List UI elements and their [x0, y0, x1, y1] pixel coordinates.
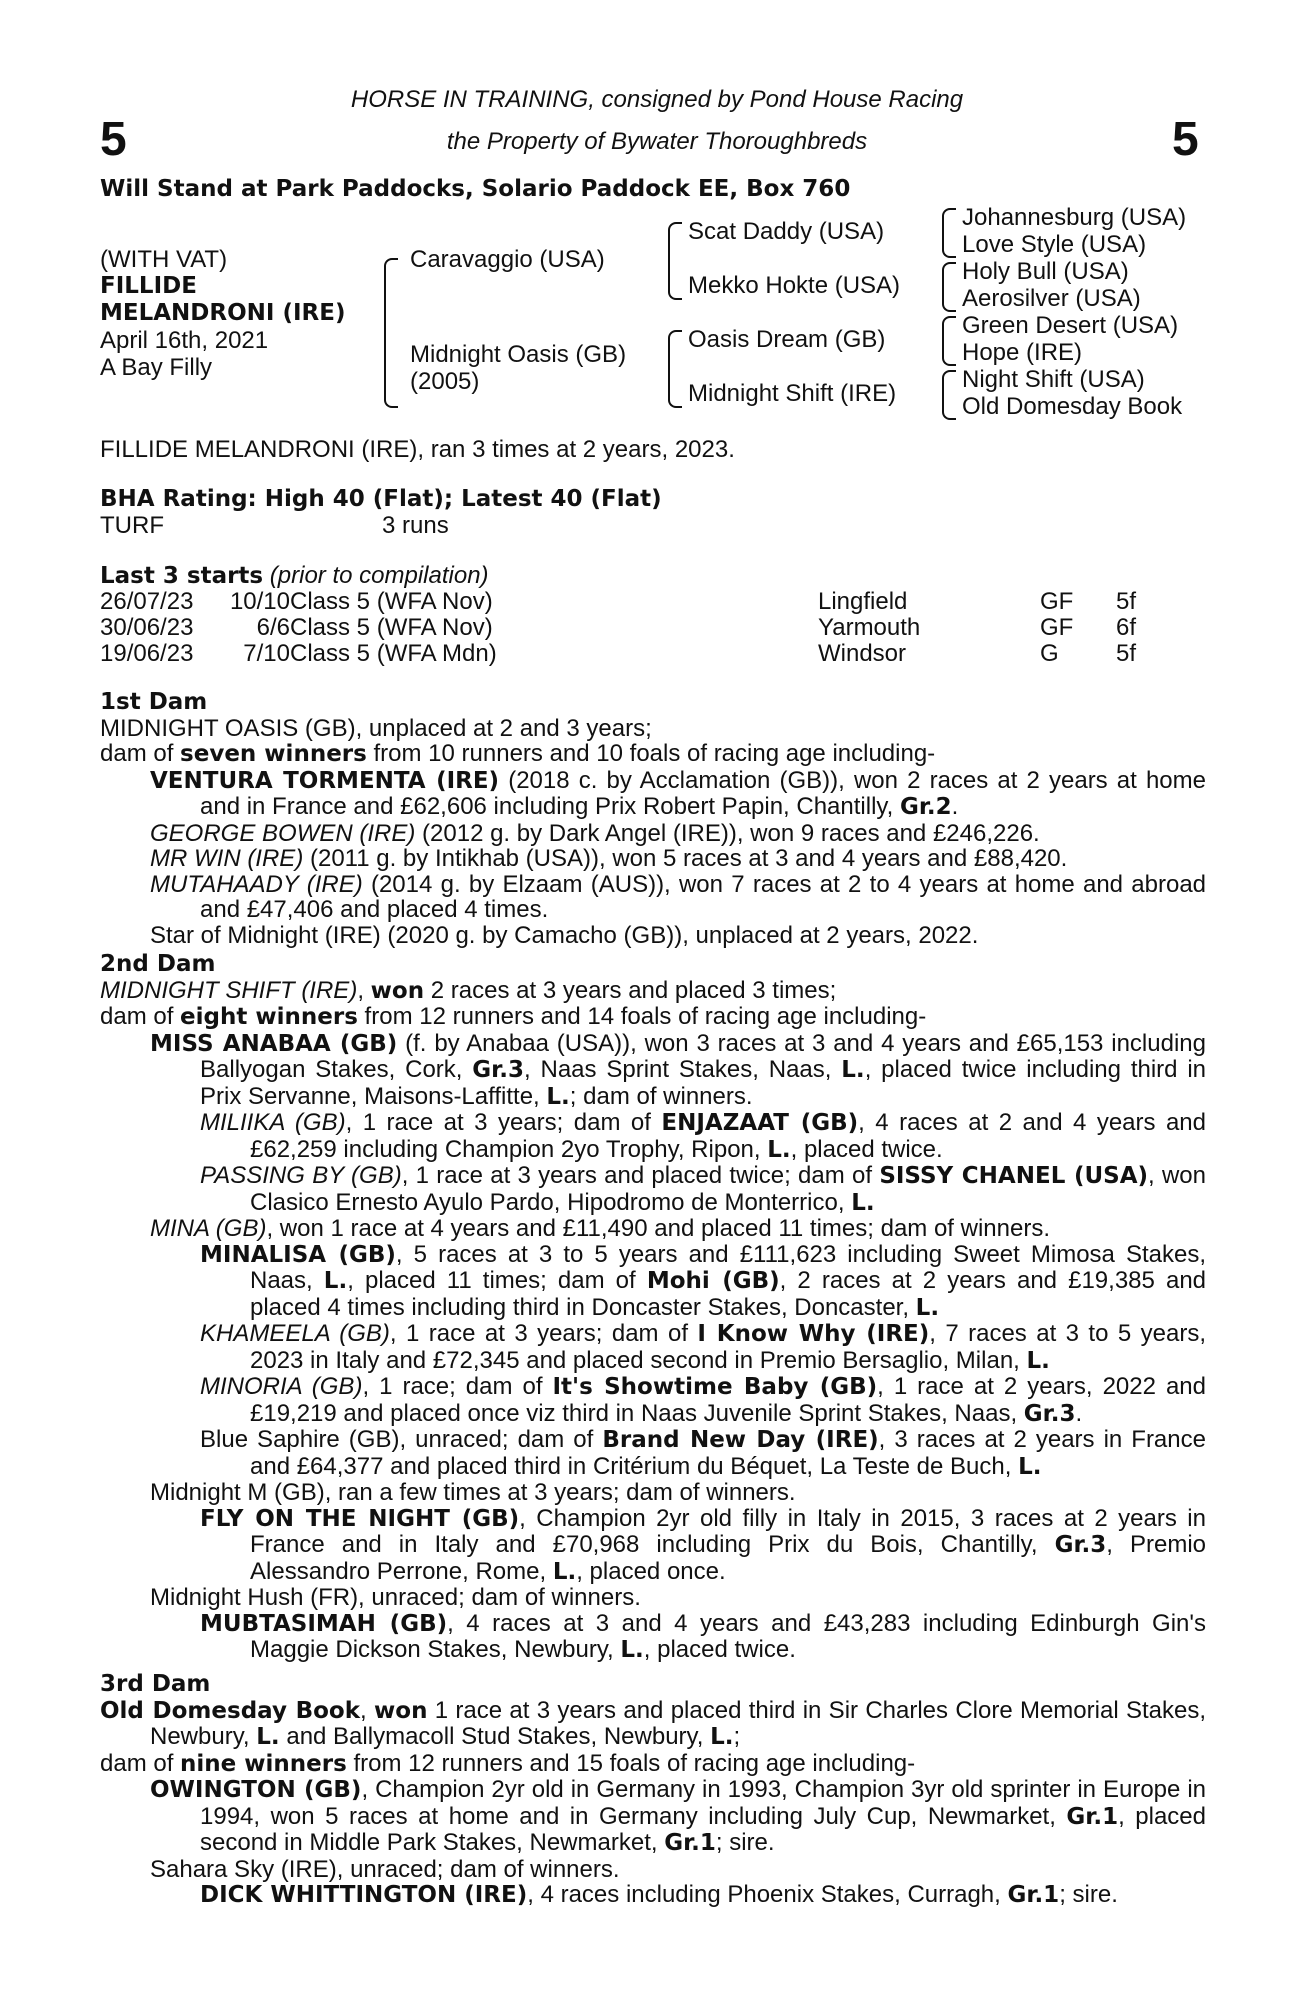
produce-midnight-m: Midnight M (GB), ran a few times at 3 years; dam of winners. [150, 1479, 796, 1506]
pedigree-dam: Midnight Oasis (GB) [410, 341, 627, 368]
start-position: 6/6 [256, 614, 290, 641]
horse-dob: April 16th, 2021 [100, 327, 269, 354]
pedigree-g3-1: Johannesburg (USA) [962, 204, 1187, 231]
produce-mina: MINA (GB), won 1 race at 4 years and £11,490 and placed 11 times; dam of winners. [150, 1215, 1051, 1242]
third-dam-line2: dam of nine winners from 12 runners and 15 foals of racing age including- [100, 1749, 916, 1777]
start-position: 7/10 [243, 640, 290, 667]
first-dam-section [100, 690, 1206, 948]
produce-passing-by: PASSING BY (GB), 1 race at 3 years and placed twice; dam of SISSY CHANEL (USA), won Clasico Ernesto Ayulo Pardo, Hipodromo de Monterrico, L. [200, 1162, 1207, 1216]
produce-minalisa: MINALISA (GB), 5 races at 3 to 5 years and £111,623 including Sweet Mimosa Stakes, Naas, L., placed 11 times; dam of Mohi (GB), 2 races at 2 years and £19,385 and placed 4 times including third in Doncaster Stakes, Doncaster, L. [200, 1240, 1207, 1321]
start-position: 10/10 [229, 588, 290, 615]
property-line: the Property of Bywater Thoroughbreds [446, 128, 868, 155]
second-dam-line2: dam of eight winners from 12 runners and 14 foals of racing age including- [100, 1003, 927, 1030]
produce-sahara-sky: Sahara Sky (IRE), unraced; dam of winners. [150, 1855, 620, 1883]
start-distance: 5f [1116, 588, 1137, 615]
start-going: GF [1040, 614, 1074, 641]
horse-description: A Bay Filly [100, 354, 213, 381]
pedigree-dam-dam: Midnight Shift (IRE) [688, 380, 897, 407]
produce-blue-saphire: Blue Saphire (GB), unraced; dam of Brand New Day (IRE), 3 races at 2 years in France and £64,377 and placed third in Critérium du Béquet, La Teste de Buch, L. [200, 1426, 1206, 1480]
start-course: Yarmouth [818, 614, 921, 641]
pedigree-g3-3: Holy Bull (USA) [962, 258, 1129, 285]
pedigree-g3-4: Aerosilver (USA) [962, 285, 1141, 312]
rating-runs: 3 runs [382, 512, 449, 539]
produce-fly-on-the-night: FLY ON THE NIGHT (GB), Champion 2yr old filly in Italy in 2015, 3 races at 2 years in France and in Italy and £70,968 including Prix du Bois, Chantilly, Gr.3, Premio Alessandro Perrone, Rome, L., placed once. [200, 1504, 1206, 1585]
second-dam-line1: MIDNIGHT SHIFT (IRE), won 2 races at 3 years and placed 3 times; [100, 976, 837, 1004]
produce-mr-win: MR WIN (IRE) (2011 g. by Intikhab (USA)), won 5 races at 3 and 4 years and £88,420. [150, 845, 1068, 872]
stand-location: Will Stand at Park Paddocks, Solario Paddock EE, Box 760 [100, 176, 851, 202]
start-course: Windsor [818, 640, 907, 667]
produce-george-bowen: GEORGE BOWEN (IRE) (2012 g. by Dark Angel (IRE)), won 9 races and £246,226. [150, 819, 1040, 847]
start-race: Class 5 (WFA Nov) [290, 588, 493, 615]
pedigree-sire-sire: Scat Daddy (USA) [688, 218, 885, 245]
third-dam-heading: 3rd Dam [100, 1671, 211, 1697]
first-dam-line1: MIDNIGHT OASIS (GB), unplaced at 2 and 3 years; [100, 714, 652, 742]
pedigree-brace-g3-3 [942, 316, 956, 366]
start-going: GF [1040, 588, 1074, 615]
last-starts-note: (prior to compilation) [269, 562, 489, 589]
pedigree-brace-g3-4 [942, 370, 956, 420]
pedigree-dam-sire: Oasis Dream (GB) [688, 326, 886, 353]
pedigree-brace-dam [668, 330, 682, 408]
third-dam-line1: Old Domesday Book, won 1 race at 3 years and placed third in Sir Charles Clore Memorial Stakes, Newbury, L. and Ballymacoll Stud Stakes, Newbury, L.; [100, 1696, 1206, 1750]
produce-miss-anabaa: MISS ANABAA (GB) (f. by Anabaa (USA)), won 3 races at 3 and 4 years and £65,153 including Ballyogan Stakes, Cork, Gr.3, Naas Sprint Stakes, Naas, L., placed twice including third in Prix Servanne, Maisons-Laffitte, L.; dam of winners. [150, 1029, 1207, 1110]
second-dam-heading: 2nd Dam [100, 951, 216, 977]
produce-star-of-midnight: Star of Midnight (IRE) (2020 g. by Camacho (GB)), unplaced at 2 years, 2022. [150, 921, 979, 949]
pedigree-g3-7: Night Shift (USA) [962, 366, 1145, 393]
horse-name-line2: MELANDRONI (IRE) [100, 300, 346, 326]
lot-number-right: 5 [1172, 113, 1199, 166]
start-distance: 6f [1116, 614, 1137, 641]
pedigree-brace-g3-2 [942, 262, 956, 312]
produce-mubtasimah: MUBTASIMAH (GB), 4 races at 3 and 4 years and £43,283 including Edinburgh Gin's Maggie Dickson Stakes, Newbury, L., placed twice. [200, 1609, 1206, 1663]
pedigree-dam-year: (2005) [410, 368, 480, 395]
last-starts-heading [100, 562, 489, 590]
start-date: 26/07/23 [100, 588, 194, 615]
produce-owington: OWINGTON (GB), Champion 2yr old in Germany in 1993, Champion 3yr old sprinter in Europe in 1994, won 5 races at home and in Germany including July Cup, Newmarket, Gr.1, placed second in Middle Park Stakes, Newmarket, Gr.1; sire. [150, 1776, 1206, 1856]
pedigree-sire: Caravaggio (USA) [410, 246, 605, 273]
last-starts-title: Last 3 starts [100, 563, 264, 589]
produce-minoria: MINORIA (GB), 1 race; dam of It's Showtime Baby (GB), 1 race at 2 years, 2022 and £19,219 and placed once viz third in Naas Juvenile Sprint Stakes, Naas, Gr.3. [200, 1373, 1206, 1427]
first-dam-line2: dam of seven winners from 10 runners and 10 foals of racing age including- [100, 740, 936, 767]
pedigree-g3-8: Old Domesday Book [962, 393, 1183, 420]
second-dam-section [100, 952, 1206, 1664]
lot-number-left: 5 [100, 113, 127, 166]
horse-name-line1: FILLIDE [100, 273, 197, 299]
pedigree-g3-6: Hope (IRE) [962, 339, 1083, 366]
race-summary: FILLIDE MELANDRONI (IRE), ran 3 times at 2 years, 2023. [100, 436, 735, 463]
produce-miliika: MILIIKA (GB), 1 race at 3 years; dam of ENJAZAAT (GB), 4 races at 2 and 4 years and £62,259 including Champion 2yo Trophy, Ripon, L., placed twice. [200, 1109, 1207, 1163]
start-date: 30/06/23 [100, 614, 194, 641]
produce-midnight-hush: Midnight Hush (FR), unraced; dam of winners. [150, 1584, 641, 1611]
third-dam-section [100, 1672, 1206, 1909]
produce-mutahaady: MUTAHAADY (IRE) (2014 g. by Elzaam (AUS)), won 7 races at 2 to 4 years at home and abroad and £47,406 and placed 4 times. [150, 870, 1207, 923]
produce-khameela: KHAMEELA (GB), 1 race at 3 years; dam of I Know Why (IRE), 7 races at 3 to 5 years, 2023 in Italy and £72,345 and placed second in Premio Bersaglio, Milan, L. [200, 1320, 1206, 1374]
first-dam-heading: 1st Dam [100, 689, 208, 715]
start-going: G [1040, 640, 1059, 667]
start-race: Class 5 (WFA Nov) [290, 614, 493, 641]
rating-surface: TURF [100, 512, 164, 539]
pedigree-brace-g3-1 [942, 208, 956, 258]
produce-ventura-tormenta: VENTURA TORMENTA (IRE) (2018 c. by Acclamation (GB)), won 2 races at 2 years at home and in France and £62,606 including Prix Robert Papin, Chantilly, Gr.2. [150, 766, 1206, 820]
vat-note: (WITH VAT) [100, 246, 228, 273]
start-course: Lingfield [818, 588, 908, 615]
pedigree-brace-sire [668, 222, 682, 300]
pedigree-g3-2: Love Style (USA) [962, 231, 1147, 258]
pedigree-sire-dam: Mekko Hokte (USA) [688, 272, 901, 299]
consignor-line: HORSE IN TRAINING, consigned by Pond House Racing [350, 86, 964, 113]
start-race: Class 5 (WFA Mdn) [290, 640, 497, 667]
bha-rating: BHA Rating: High 40 (Flat); Latest 40 (Flat) [100, 486, 662, 512]
pedigree-brace-main [384, 258, 398, 408]
pedigree-g3-5: Green Desert (USA) [962, 312, 1179, 339]
produce-dick-whittington: DICK WHITTINGTON (IRE), 4 races including Phoenix Stakes, Curragh, Gr.1; sire. [200, 1881, 1118, 1908]
start-date: 19/06/23 [100, 640, 194, 667]
start-distance: 5f [1116, 640, 1137, 667]
